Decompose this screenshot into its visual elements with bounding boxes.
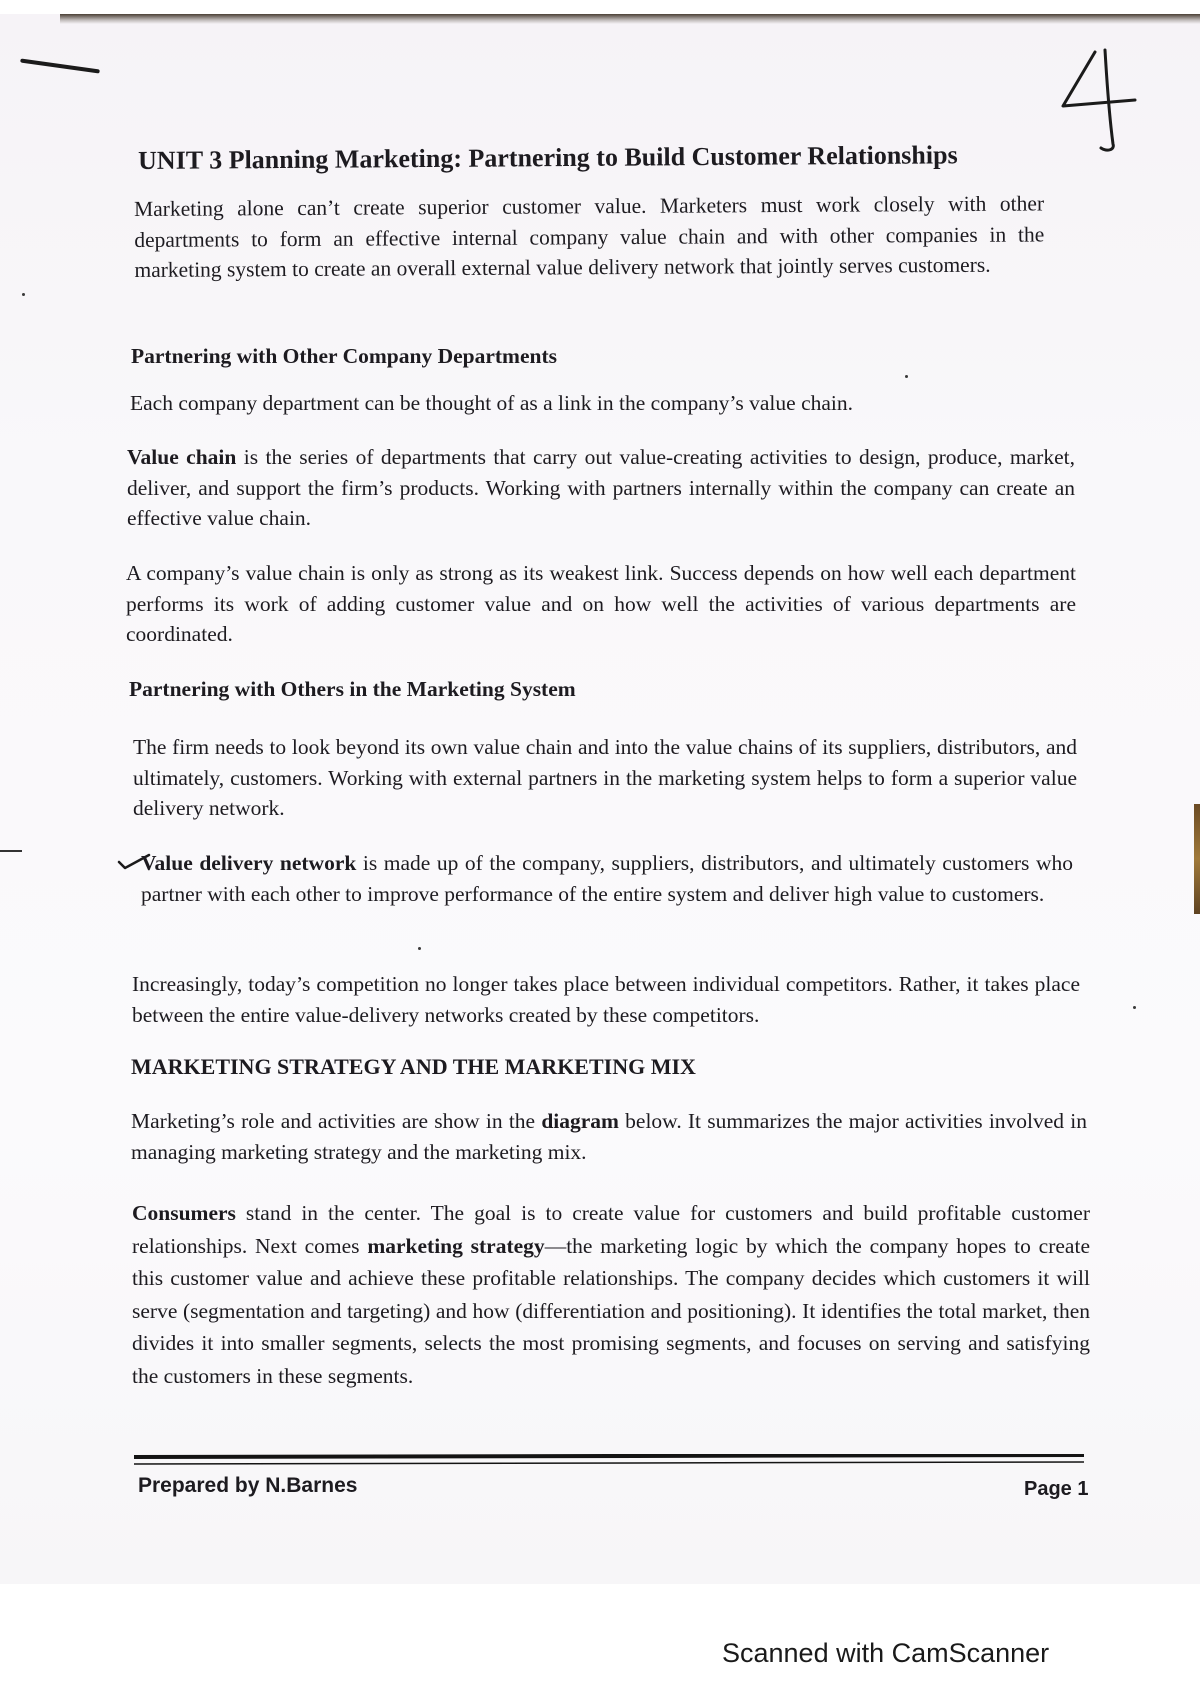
strategy-paragraph-2 bbox=[132, 1197, 1090, 1392]
departments-paragraph-3: A company’s value chain is only as strong as its weakest link. Success depends on how well each department performs its work of adding customer value and on how well the activities of various departments are coordinated. bbox=[126, 561, 1076, 646]
ink-speck bbox=[418, 947, 421, 950]
heading-marketing-strategy: MARKETING STRATEGY AND THE MARKETING MIX bbox=[131, 1054, 696, 1079]
consumers-term: Consumers bbox=[132, 1201, 236, 1225]
strategy-paragraph-1 bbox=[131, 1106, 1087, 1167]
scanned-page bbox=[0, 14, 1200, 1584]
page-number: Page 1 bbox=[1024, 1478, 1089, 1500]
strategy-paragraph-1-text-b: below. It summarizes the major activities involved in managing marketing strategy and the marketing mix. bbox=[131, 1109, 1087, 1164]
strategy-paragraph-1-text-a: Marketing’s role and activities are show in the bbox=[131, 1109, 542, 1133]
page-title: UNIT 3 Planning Marketing: Partnering to Build Customer Relationships bbox=[138, 140, 958, 175]
scanner-watermark: Scanned with CamScanner bbox=[722, 1638, 1050, 1668]
footer-divider bbox=[134, 1454, 1084, 1470]
value-chain-paragraph bbox=[127, 442, 1075, 534]
strategy-paragraph-2-text-a: stand in the center. The goal is to create value for customers and build profitable customer relationships. Next comes bbox=[132, 1201, 1090, 1258]
heading-departments: Partnering with Other Company Departments bbox=[131, 344, 557, 368]
value-delivery-network-term: Value delivery network bbox=[141, 851, 357, 875]
value-chain-term: Value chain bbox=[127, 445, 237, 469]
marketing-system-paragraph-1: The firm needs to look beyond its own value chain and into the value chains of its suppliers, distributors, and ultimately, customers. Working with external partners in the marketing system helps to form a superior value delivery network. bbox=[133, 735, 1077, 820]
marketing-system-paragraph-3: Increasingly, today’s competition no longer takes place between individual competitors. Rather, it takes place between the entire value-delivery networks created by these competitors. bbox=[132, 972, 1080, 1027]
ink-speck bbox=[1133, 1006, 1136, 1009]
heading-marketing-system: Partnering with Others in the Marketing System bbox=[129, 677, 576, 701]
value-delivery-network-definition: is made up of the company, suppliers, distributors, and ultimately customers who partner with each other to improve performance of the entire system and deliver high value to customers. bbox=[141, 851, 1073, 906]
departments-paragraph-1: Each company department can be thought of as a link in the company’s value chain. bbox=[130, 391, 854, 415]
ink-speck bbox=[22, 293, 25, 296]
value-chain-definition: is the series of departments that carry out value-creating activities to design, produce, market, deliver, and support the firm’s products. Working with partners internally within the company can create an effective value chain. bbox=[127, 445, 1075, 530]
prepared-by: Prepared by N.Barnes bbox=[138, 1474, 358, 1497]
strategy-paragraph-2-text-b: —the marketing logic by which the company hopes to create this customer value and achieve these profitable relationships. The company decides which customers it will serve (segmentation and targeting) and how (differentiation and positioning). It identifies the total market, then divides it into smaller segments, selects the most promising segments, and focuses on serving and satisfying the customers in these segments. bbox=[132, 1233, 1090, 1388]
value-delivery-network-paragraph bbox=[141, 848, 1073, 909]
diagram-term: diagram bbox=[541, 1109, 619, 1133]
intro-paragraph: Marketing alone can’t create superior customer value. Marketers must work closely with other departments to form an effective internal company value chain and with other companies in the marketing system to create an overall external value delivery network that jointly serves customers. bbox=[134, 191, 1045, 282]
ink-speck bbox=[905, 375, 908, 378]
marketing-strategy-term: marketing strategy bbox=[367, 1233, 545, 1258]
page-content bbox=[0, 14, 1200, 1584]
